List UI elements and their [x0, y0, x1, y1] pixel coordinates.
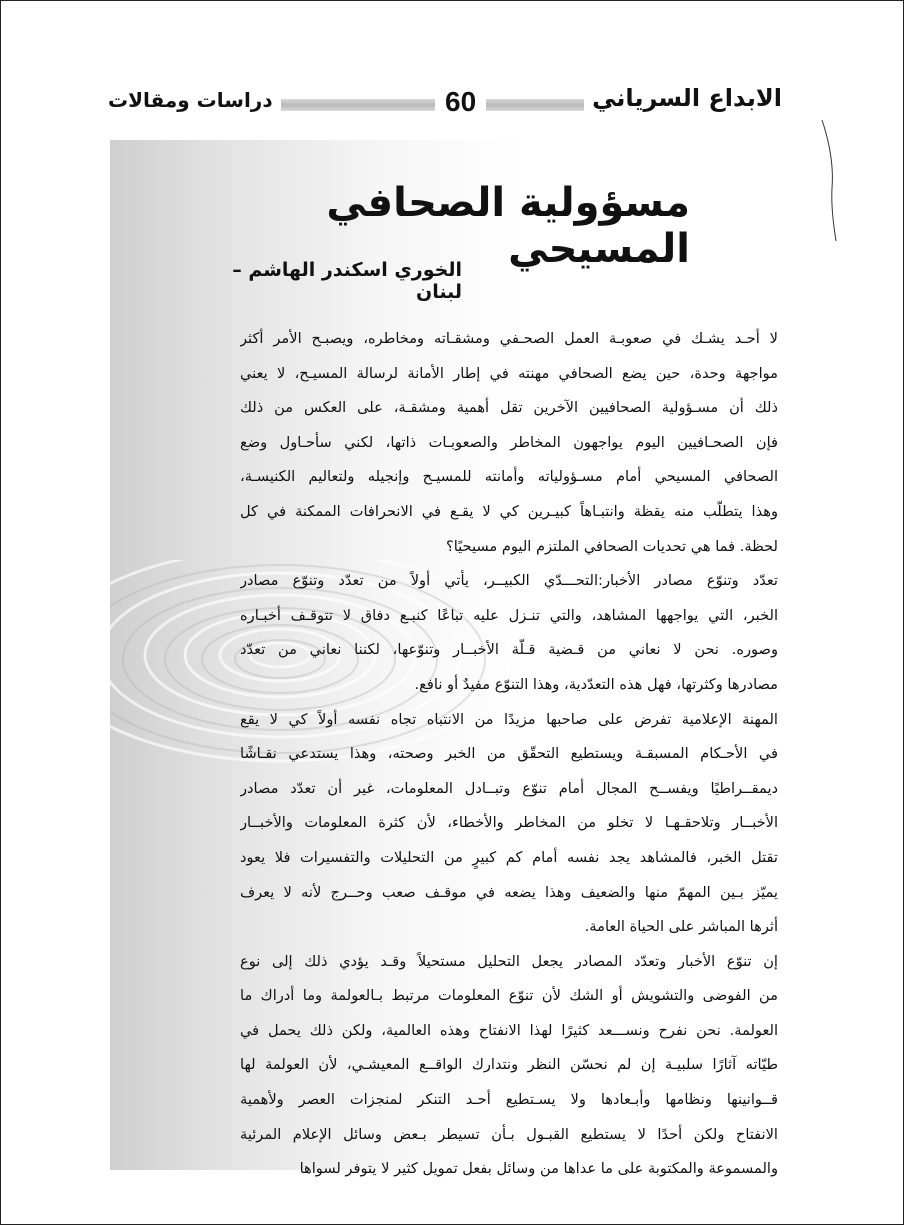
body-line: الانفتاح ولكن أحدًا لا يستطيع القبـول بـأن تسيطر بـعض وسائل الإعلام المرئية — [240, 1125, 778, 1143]
body-line: مصادرها وكثرتها، فهل هذه التعدّدية، وهذا التنوّع مفيدٌ أو نافع. — [414, 675, 778, 693]
body-line: لحظة. فما هي تحديات الصحافي الملتزم اليوم مسيحيًا؟ — [445, 537, 778, 555]
body-line: فإن الصحـافيين اليوم يواجهون المخاطر والصعوبـات ذاتها، لكني سأحـاول وضع — [240, 433, 778, 451]
body-line: وصوره. نحن لا نعاني من قـضية قـلّة الأخبــار وتنوّعها، لكننا نعاني من تعدّد — [240, 641, 778, 659]
body-line: قــوانينها ونظامها وأبـعادها ولا يسـتطيع أحـد التنكر لمنجزات العصر ولأهمية — [240, 1091, 778, 1109]
margin-pen-stroke — [820, 118, 840, 243]
running-header — [100, 82, 790, 126]
body-line: تقتل الخبر، فالمشاهد يجد نفسه أمام كم كبيرٍ من التحليلات والتفسيرات فلا يعود — [240, 848, 778, 866]
body-line: ذلك أن مسـؤولية الصحافيين الآخرين تقل أهمية ومشقـة، على العكس من ذلك — [240, 399, 778, 417]
body-line: لا أحـد يشـك في صعوبـة العمل الصحـفي ومشقـاته ومخاطره، ويصبـح الأمر أكثر — [240, 330, 778, 347]
body-line: في الأحـكام المسبقـة ويستطيع التحقّق من الخبر وصحته، وهذا يستدعي نقـاشًا — [240, 745, 778, 763]
magazine-title: الابداع السرياني — [584, 84, 790, 112]
body-line: المهنة الإعلامية تفرض على صاحبها مزيدًا من الانتباه تجاه نفسه أولاً كي لا يقع — [240, 710, 778, 728]
body-line: الخبر، التي يواجهها المشاهد، والتي تنـزل عليه تباعًا كنبـع دفاق لا تتوقـف أخبـاره — [240, 606, 778, 624]
body-line: إن تنوّع الأخبار وتعدّد المصادر يجعل التحليل مستحيلاً وقـد يؤدي ذلك إلى نوع — [240, 952, 778, 970]
body-line: الأخبــار وتلاحقـهـا لا تخلو من المخاطر والأخطاء، لأن كثرة المعلومات والأخبــار — [240, 814, 778, 832]
article-body — [240, 322, 778, 1187]
article-author: الخوري اسكندر الهاشم – لبنان — [232, 259, 462, 303]
body-line: أثرها المباشر على الحياة العامة. — [584, 918, 778, 936]
body-line: والمسموعة والمكتوبة على ما عداها من وسائل بفعل تمويل كثير لا يتوفر لسواها — [299, 1160, 778, 1178]
body-line: العولمة. نحن نفرح ونســـعد كثيرًا لهذا الانفتاح وهذه العالمية، ولكن ذلك يحمل في — [240, 1021, 778, 1039]
body-line: تعدّد وتنوّع مصادر الأخبار:التحـــدّي الكبيــر، يأتي أولاً من تعدّد وتنوّع مصادر — [240, 572, 778, 590]
section-label: دراسات ومقالات — [100, 88, 281, 112]
body-line: ديمقــراطيًا ويفســح المجال أمام تنوّع وتبــادل المعلومات، غير أن تعدّد مصادر — [240, 779, 778, 797]
body-line: طيّاته آثارًا سلبيـة إن لم نحسّن النظر ونتدارك الواقــع المعيشـي، لأن العولمة لها — [240, 1056, 778, 1074]
body-line: من الفوضى والتشويش أو الشك لأن تنوّع المعلومات مرتبط بـالعولمة وما أدراك ما — [240, 987, 778, 1005]
body-line: وهذا يتطلّب منه يقظة وانتبـاهاً كبيـرين كي لا يقـع في الانحرافات الممكنة في كل — [240, 502, 778, 520]
article-title: مسؤولية الصحافي المسيحي — [326, 180, 690, 272]
page-number: 60 — [435, 86, 486, 118]
body-line: مواجهة وحدة، حين يضع الصحافي مهنته في إطار الأمانة لرسالة المسيـح، لا يعني — [240, 364, 778, 382]
body-line: يميّز بـين المهمّ منها والضعيف وهذا يضعه في موقـف صعب وحــرج لأنه لا يعرف — [240, 883, 778, 901]
body-line: الصحافي المسيحي أمام مسـؤولياته وأمانته للمسيـح وإنجيله ولتعاليم الكنيسـة، — [240, 468, 778, 486]
